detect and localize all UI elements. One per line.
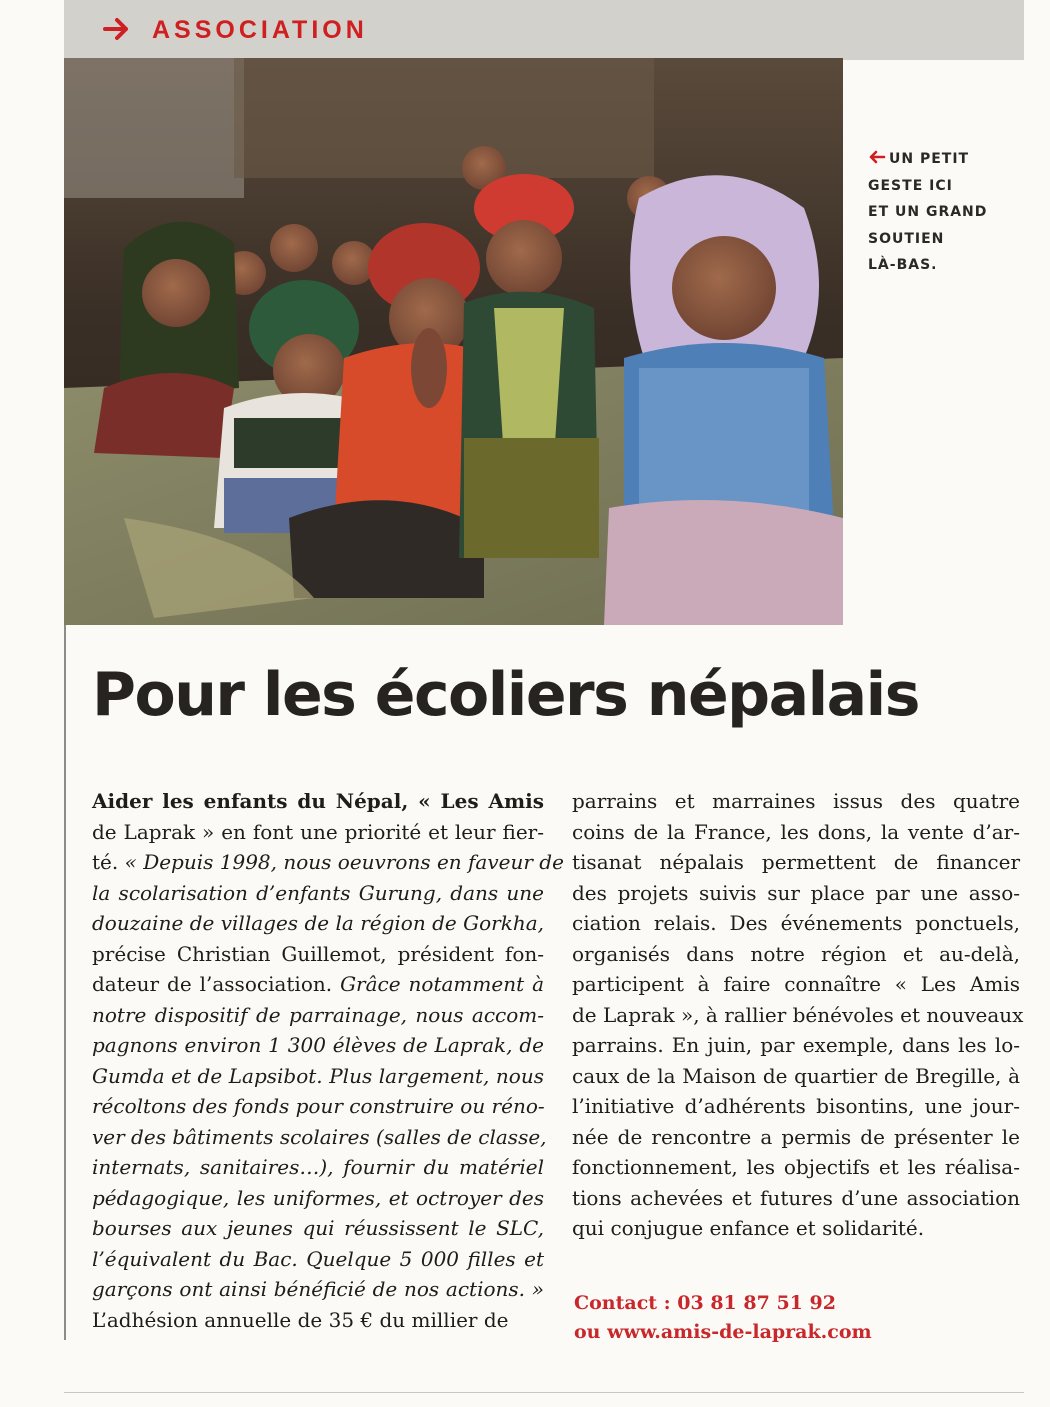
article-headline: Pour les écoliers népalais bbox=[92, 660, 919, 730]
section-header bbox=[64, 0, 1024, 60]
body-line bbox=[92, 1030, 544, 1061]
bottom-rule bbox=[64, 1392, 1024, 1393]
caption-line: ET UN GRAND bbox=[868, 204, 988, 220]
body-text: Grâce notamment à bbox=[340, 972, 545, 996]
body-text: récoltons des fonds pour construire ou réno- bbox=[92, 1094, 545, 1118]
body-line: caux de la Maison de quartier de Bregille, à bbox=[572, 1063, 1020, 1088]
body-text: L’adhésion annuelle de 35 € du millier de bbox=[92, 1307, 509, 1332]
body-line: ciation relais. Des événements ponctuels, bbox=[572, 911, 1020, 935]
body-text: « Depuis 1998, nous oeuvrons en faveur de bbox=[124, 850, 564, 874]
body-line: tisanat népalais permettent de financer bbox=[572, 850, 1020, 874]
children-photo bbox=[64, 58, 843, 625]
body-line: tions achevées et futures d’une association bbox=[572, 1185, 1020, 1210]
body-line: participent à faire connaître « Les Amis bbox=[572, 972, 1020, 996]
body-text: la scolarisation d’enfants Gurung, dans une bbox=[92, 880, 544, 905]
photo-caption bbox=[868, 146, 1028, 279]
caption-line: LÀ-BAS. bbox=[868, 257, 938, 273]
contact-website: ou www.amis-de-laprak.com bbox=[574, 1321, 872, 1343]
body-line: parrains. En juin, par exemple, dans les lo- bbox=[572, 1033, 1020, 1057]
article-column-right bbox=[572, 786, 1024, 1244]
body-line: parrains et marraines issus des quatre bbox=[572, 789, 1020, 813]
body-line: qui conjugue enfance et solidarité. bbox=[572, 1216, 925, 1240]
body-text: Gumda et de Lapsibot. Plus largement, nous bbox=[92, 1063, 544, 1088]
body-line: des projets suivis sur place par une asso- bbox=[572, 880, 1020, 905]
body-text: l’équivalent du Bac. Quelque 5 000 filles et bbox=[92, 1246, 544, 1271]
body-text: dateur de l’association. bbox=[92, 972, 341, 996]
body-line: coins de la France, les dons, la vente d’ar- bbox=[572, 819, 1020, 844]
body-text: bourses aux jeunes qui réussissent le SLC, bbox=[92, 1216, 544, 1240]
body-line bbox=[92, 1305, 544, 1336]
caption-line bbox=[868, 146, 1028, 173]
body-text: Aider les enfants du Népal, « Les Amis bbox=[92, 789, 544, 813]
body-line: fonctionnement, les objectifs et les réalisa- bbox=[572, 1155, 1020, 1179]
contact-block bbox=[574, 1289, 872, 1347]
body-text: de Laprak » en font une priorité et leur fier- bbox=[92, 819, 544, 844]
body-text: pédagogique, les uniformes, et octroyer des bbox=[92, 1185, 544, 1210]
body-text: ver des bâtiments scolaires (salles de classe, bbox=[92, 1124, 547, 1149]
body-line bbox=[92, 786, 544, 817]
caption-line: GESTE ICI bbox=[868, 177, 953, 194]
body-line: née de rencontre a permis de présenter le bbox=[572, 1124, 1020, 1149]
body-line: l’initiative d’adhérents bisontins, une jour- bbox=[572, 1094, 1020, 1118]
body-line bbox=[92, 817, 544, 848]
body-text: précise Christian Guillemot, président fon- bbox=[92, 941, 544, 966]
body-line bbox=[92, 878, 544, 909]
body-line bbox=[92, 1122, 547, 1153]
body-line bbox=[92, 1091, 544, 1122]
body-text: garçons ont ainsi bénéficié de nos actions. » bbox=[92, 1277, 544, 1301]
body-text: douzaine de villages de la région de Gorkha, bbox=[92, 911, 544, 935]
body-text: notre dispositif de parrainage, nous accom- bbox=[92, 1002, 544, 1027]
arrow-left-icon bbox=[868, 150, 886, 164]
caption-line: SOUTIEN bbox=[868, 230, 945, 247]
body-line bbox=[92, 908, 544, 939]
body-text: pagnons environ 1 300 élèves de Laprak, de bbox=[92, 1033, 544, 1057]
body-line bbox=[92, 1213, 544, 1244]
contact-phone: Contact : 03 81 87 51 92 bbox=[574, 1292, 836, 1314]
body-line bbox=[92, 1274, 544, 1305]
body-line bbox=[92, 1000, 544, 1031]
body-line bbox=[92, 969, 544, 1000]
body-line: de Laprak », à rallier bénévoles et nouveaux bbox=[572, 1002, 1024, 1027]
caption-text: UN PETIT bbox=[889, 151, 970, 167]
body-line bbox=[92, 1183, 544, 1214]
section-label: ASSOCIATION bbox=[152, 16, 368, 44]
body-text: té. bbox=[92, 850, 125, 874]
body-line: organisés dans notre région et au-delà, bbox=[572, 941, 1020, 966]
body-line bbox=[92, 939, 544, 970]
body-line bbox=[92, 1152, 544, 1183]
article-column-left bbox=[92, 786, 564, 1335]
body-line bbox=[92, 1244, 544, 1275]
body-text: internats, sanitaires…), fournir du matériel bbox=[92, 1155, 544, 1179]
body-line bbox=[92, 1061, 544, 1092]
arrow-right-icon bbox=[102, 14, 132, 44]
body-line bbox=[92, 847, 564, 878]
